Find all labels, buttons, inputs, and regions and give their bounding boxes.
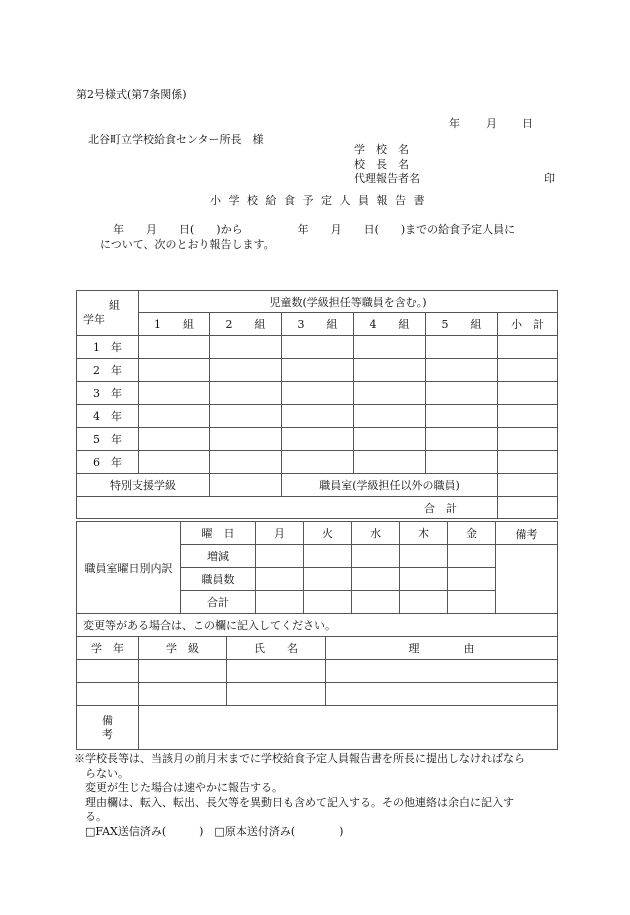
date-year: 年 [449,117,460,130]
note-line: 理由欄は、転入、転出、長欠等を異動日も含めて記入する。その他連絡は余白に記入す [74,795,514,809]
row-grade-6: 6 年 [77,451,139,474]
school-name-label: 学 校 名 [354,143,409,156]
staff-weekday-table [76,521,558,614]
input-cell[interactable] [498,428,558,451]
intro-line-1: 年 月 日( )から 年 月 日( )までの給食予定人員に [113,223,516,236]
input-cell[interactable] [352,591,400,614]
input-cell[interactable] [256,545,304,568]
row-grade-4: 4 年 [77,405,139,428]
day-tue: 火 [304,522,352,545]
input-cell[interactable] [326,683,558,706]
header-name: 氏 名 [227,637,326,660]
input-cell[interactable] [282,428,354,451]
input-cell[interactable] [354,428,426,451]
input-cell[interactable] [400,545,448,568]
remarks-label: 備 考 [77,706,139,750]
input-cell[interactable] [139,382,210,405]
note-line: ※学校長等は、当該月の前月末までに学校給食予定人員報告書を所長に提出しなければなら [74,752,525,765]
input-cell[interactable] [282,359,354,382]
note-line: らない。 [74,766,129,780]
row-staff-count: 職員数 [181,568,256,591]
special-class-label: 特別支援学級 [77,474,210,497]
day-thu: 木 [400,522,448,545]
input-cell[interactable] [282,336,354,359]
col-class-1: 1 組 [139,313,210,336]
staff-room-input[interactable] [498,474,558,497]
input-cell[interactable] [426,382,498,405]
col-class-3: 3 組 [282,313,354,336]
input-cell[interactable] [282,451,354,474]
total-input[interactable] [498,497,558,519]
row-grade-1: 1 年 [77,336,139,359]
total-label: 合 計 [77,497,498,519]
intro-line-2: について、次のとおり報告します。 [100,238,275,251]
date-month: 月 [486,117,497,130]
input-cell[interactable] [400,568,448,591]
note-line: 変更が生じた場合は速やかに報告する。 [74,781,283,794]
input-cell[interactable] [352,545,400,568]
row-sum: 合計 [181,591,256,614]
input-cell[interactable] [498,405,558,428]
input-cell[interactable] [210,359,282,382]
input-cell[interactable] [304,568,352,591]
input-cell[interactable] [77,683,139,706]
col-subtotal: 小 計 [498,313,558,336]
proxy-reporter-label: 代理報告者名 [354,172,420,185]
form-id: 第2号様式(第7条関係) [76,88,187,101]
input-cell[interactable] [448,591,496,614]
header-reason: 理 由 [326,637,558,660]
input-cell[interactable] [426,451,498,474]
input-cell[interactable] [139,683,227,706]
day-mon: 月 [256,522,304,545]
student-count-header: 児童数(学級担任等職員を含む。) [139,291,558,313]
special-class-input[interactable] [210,474,282,497]
document-title: 小 学 校 給 食 予 定 人 員 報 告 書 [210,194,427,207]
input-cell[interactable] [426,336,498,359]
input-cell[interactable] [210,405,282,428]
staff-breakdown-label: 職員室曜日別内訳 [77,522,181,614]
input-cell[interactable] [304,591,352,614]
input-cell[interactable] [352,568,400,591]
input-cell[interactable] [426,405,498,428]
input-cell[interactable] [256,591,304,614]
input-cell[interactable] [498,382,558,405]
remarks-input[interactable] [496,545,558,614]
changes-table [76,613,558,750]
header-class: 学 級 [139,637,227,660]
principal-name-label: 校 長 名 [354,158,409,171]
row-grade-2: 2 年 [77,359,139,382]
day-wed: 水 [352,522,400,545]
header-grade: 学 年 [77,637,139,660]
input-cell[interactable] [448,545,496,568]
input-cell[interactable] [139,428,210,451]
staff-room-label: 職員室(学級担任以外の職員) [282,474,498,497]
input-cell[interactable] [139,451,210,474]
input-cell[interactable] [326,660,558,683]
input-cell[interactable] [282,382,354,405]
input-cell[interactable] [448,568,496,591]
input-cell[interactable] [498,359,558,382]
note-line: る。 [74,810,107,823]
input-cell[interactable] [139,660,227,683]
input-cell[interactable] [304,545,352,568]
date-day: 日 [522,117,533,130]
addressee: 北谷町立学校給食センター所長 様 [88,133,264,146]
input-cell[interactable] [227,683,326,706]
input-cell[interactable] [210,336,282,359]
input-cell[interactable] [77,660,139,683]
input-cell[interactable] [210,451,282,474]
input-cell[interactable] [256,568,304,591]
input-cell[interactable] [426,428,498,451]
input-cell[interactable] [498,336,558,359]
input-cell[interactable] [139,359,210,382]
input-cell[interactable] [227,660,326,683]
changes-note: 変更等がある場合は、この欄に記入してください。 [77,614,558,637]
note-checkboxes[interactable]: □FAX送信済み( ) □原本送付済み( ) [74,824,344,838]
input-cell[interactable] [282,405,354,428]
input-cell[interactable] [426,359,498,382]
input-cell[interactable] [354,382,426,405]
weekday-header: 曜 日 [181,522,256,545]
row-grade-3: 3 年 [77,382,139,405]
input-cell[interactable] [400,591,448,614]
input-cell[interactable] [210,382,282,405]
col-class-2: 2 組 [210,313,282,336]
input-cell[interactable] [139,336,210,359]
input-cell[interactable] [354,451,426,474]
notes [74,752,564,839]
remarks-header: 備考 [496,522,558,545]
input-cell[interactable] [354,359,426,382]
student-count-table [76,290,558,519]
seal-mark: 印 [544,172,555,185]
row-grade-5: 5 年 [77,428,139,451]
input-cell[interactable] [210,428,282,451]
input-cell[interactable] [139,405,210,428]
row-change: 増減 [181,545,256,568]
input-cell[interactable] [354,405,426,428]
input-cell[interactable] [498,451,558,474]
input-cell[interactable] [354,336,426,359]
day-fri: 金 [448,522,496,545]
remarks-input-area[interactable] [139,706,558,750]
col-class-4: 4 組 [354,313,426,336]
grade-class-corner: 組 学年 [77,291,139,336]
col-class-5: 5 組 [426,313,498,336]
